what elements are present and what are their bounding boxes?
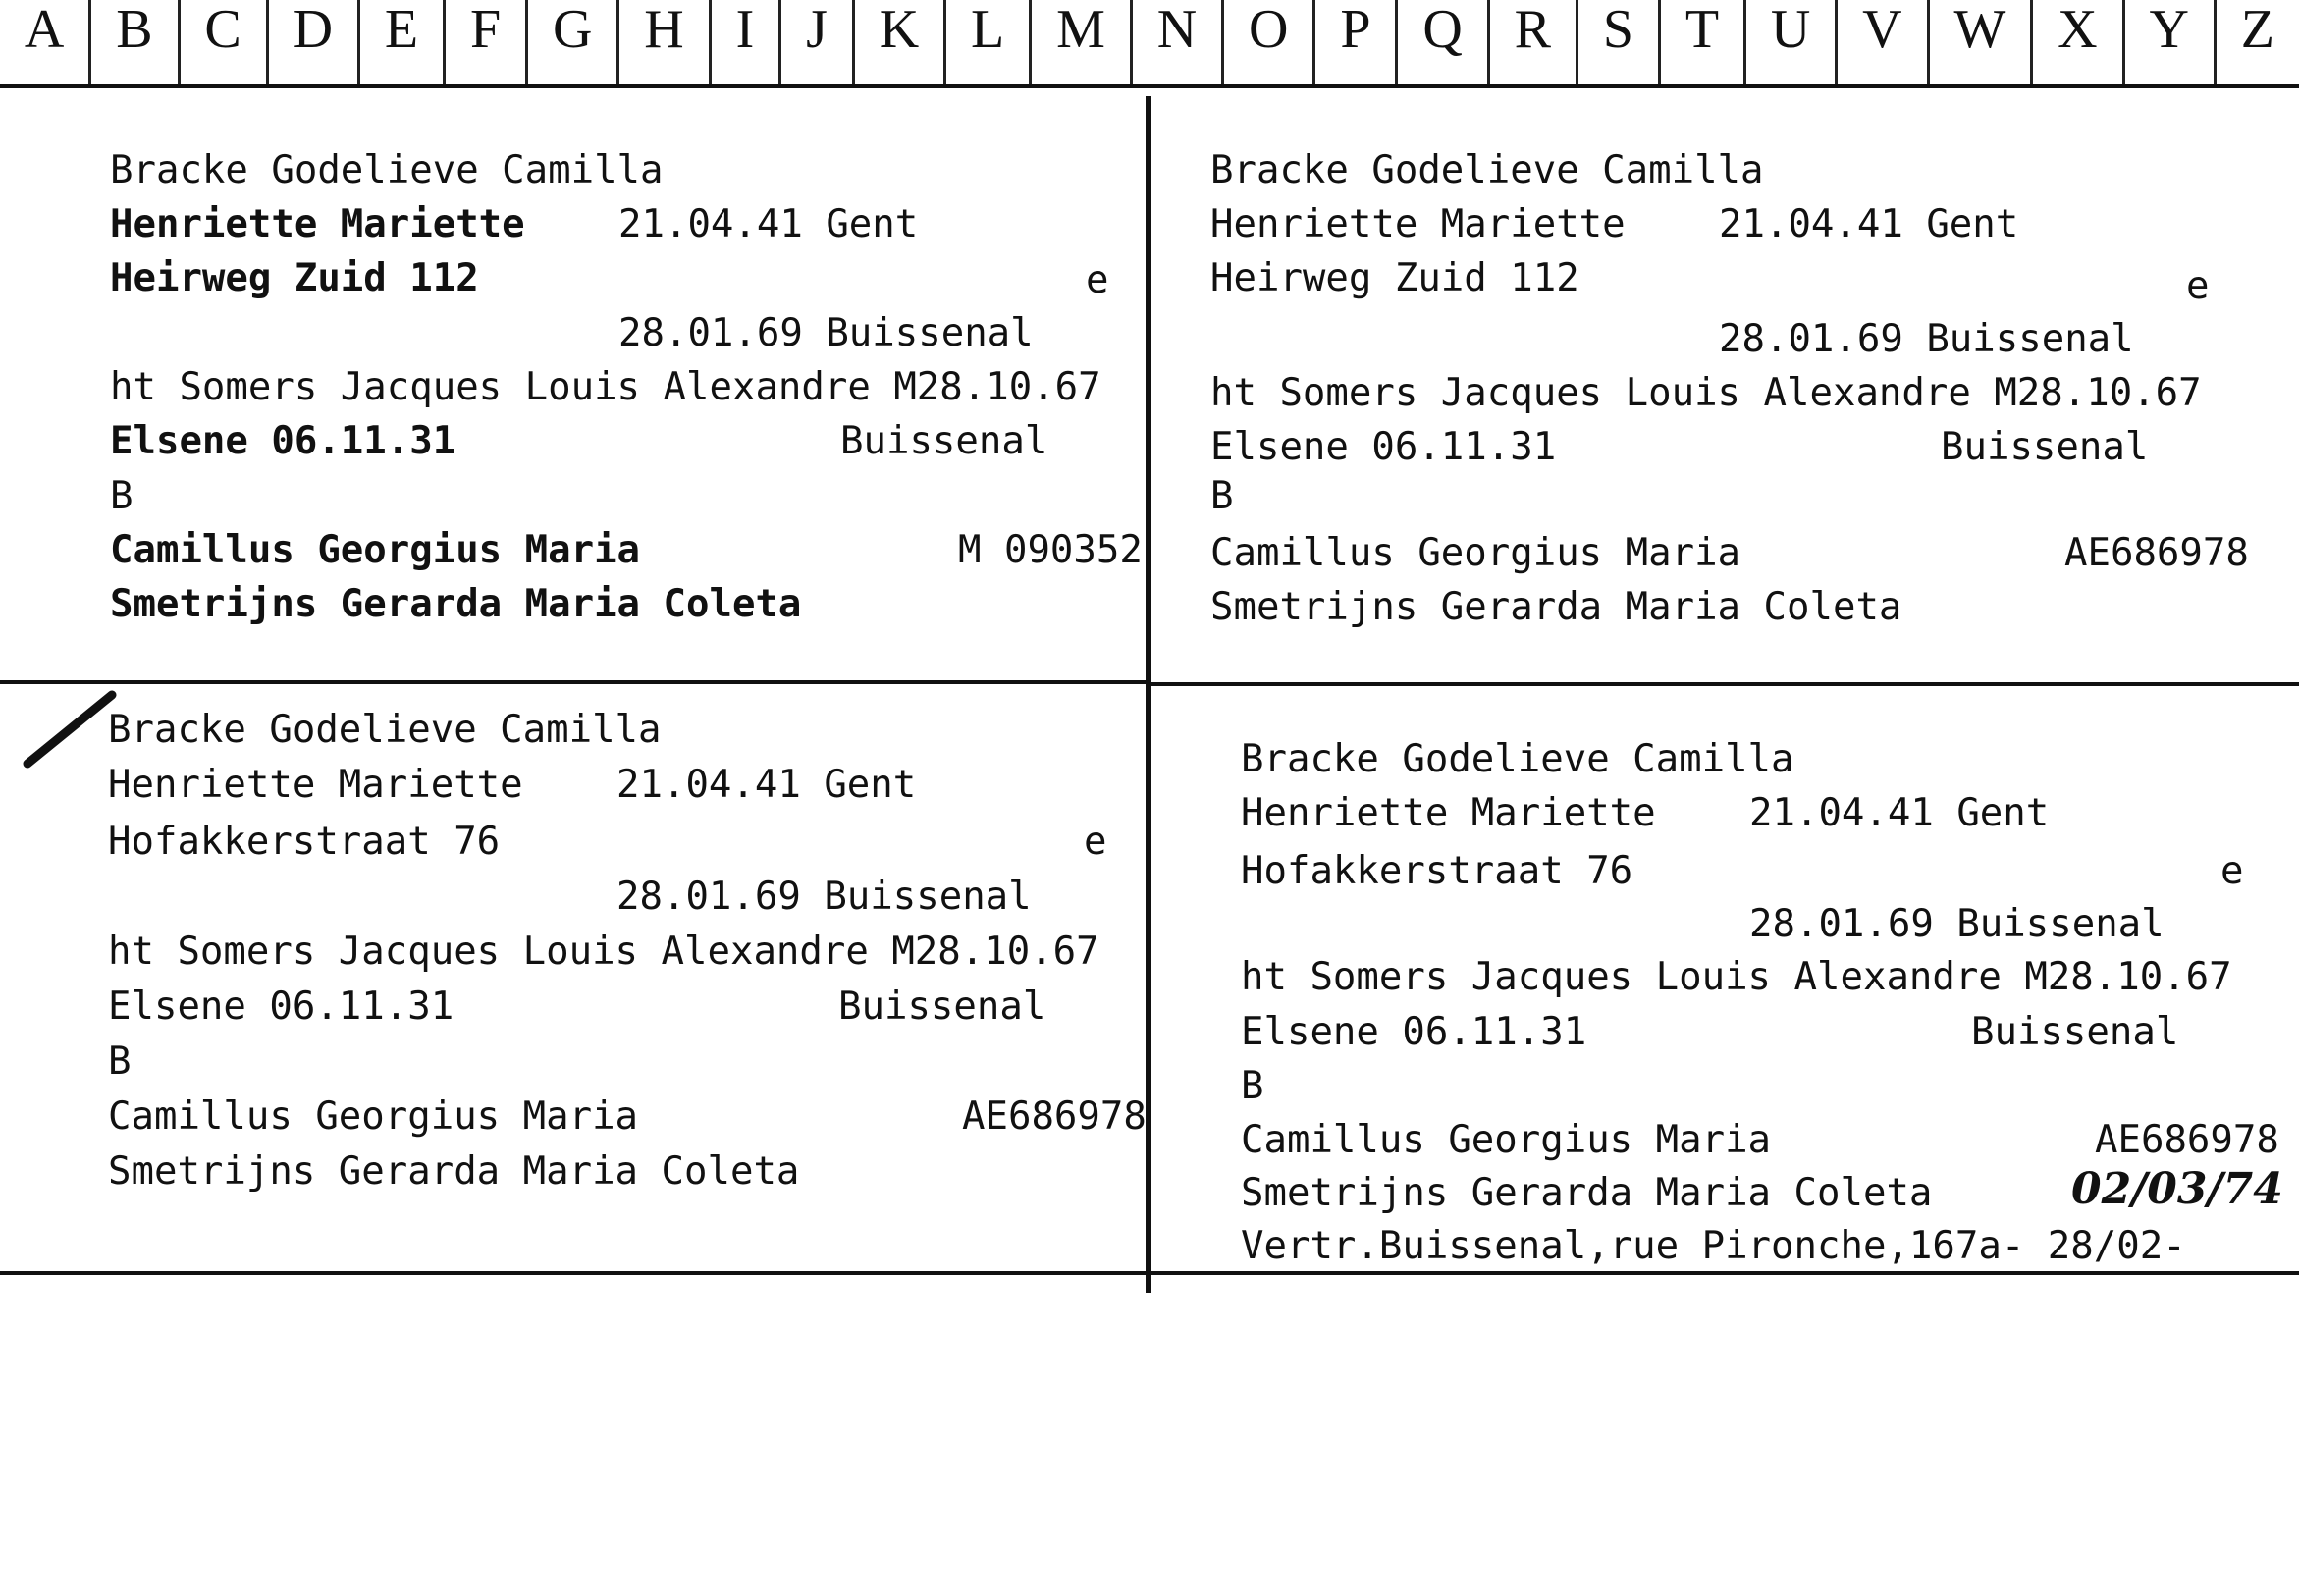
alphabet-letter: I: [709, 0, 779, 84]
given-names: Henriette Mariette: [108, 763, 523, 807]
marriage-date-place: 28.01.69 Buissenal: [616, 875, 1032, 919]
birth-date-place: 21.04.41 Gent: [618, 202, 919, 246]
alphabet-letter: F: [443, 0, 525, 84]
spouse-birth: Elsene 06.11.31: [108, 984, 454, 1029]
document-number: AE686978: [962, 1094, 1147, 1139]
alphabet-letter: N: [1130, 0, 1221, 84]
document-number: AE686978: [2095, 1118, 2279, 1162]
record-card: [110, 143, 1150, 673]
name-line: Bracke Godelieve Camilla: [110, 148, 664, 192]
name-line: Bracke Godelieve Camilla: [1241, 737, 1794, 781]
birth-date-place: 21.04.41 Gent: [1719, 202, 2019, 246]
spouse-line: ht Somers Jacques Louis Alexandre M28.10.67: [110, 365, 1101, 409]
e-mark: e: [1086, 258, 1109, 302]
alphabet-letter: E: [357, 0, 443, 84]
birth-date-place: 21.04.41 Gent: [1749, 791, 2050, 835]
spouse-place: Buissenal: [840, 419, 1048, 463]
marriage-date-place: 28.01.69 Buissenal: [1749, 902, 2165, 946]
name-line: Bracke Godelieve Camilla: [108, 708, 662, 752]
alphabet-letter: U: [1743, 0, 1835, 84]
alphabet-letter: T: [1658, 0, 1743, 84]
alphabet-letter: V: [1835, 0, 1926, 84]
spouse-line: ht Somers Jacques Louis Alexandre M28.10.67: [108, 930, 1099, 974]
alphabet-letter: C: [178, 0, 266, 84]
nationality: B: [110, 474, 134, 518]
marriage-date-place: 28.01.69 Buissenal: [618, 311, 1034, 355]
alphabet-letter: Z: [2214, 0, 2299, 84]
alphabet-letter: O: [1221, 0, 1312, 84]
document-number: AE686978: [2064, 531, 2249, 575]
alphabet-letter: D: [266, 0, 357, 84]
name-line: Bracke Godelieve Camilla: [1210, 148, 1764, 192]
child-name: Camillus Georgius Maria: [1210, 531, 1741, 575]
given-names: Henriette Mariette: [110, 202, 525, 246]
e-mark: e: [1084, 820, 1107, 864]
spouse-line: ht Somers Jacques Louis Alexandre M28.10.67: [1241, 955, 2232, 999]
alphabet-letter: G: [525, 0, 616, 84]
marriage-date-place: 28.01.69 Buissenal: [1719, 317, 2134, 361]
document-number: M 090352: [958, 528, 1143, 572]
spouse-birth: Elsene 06.11.31: [110, 419, 456, 463]
alphabet-letter: H: [616, 0, 708, 84]
record-card: [108, 703, 1149, 1252]
e-mark: e: [2220, 849, 2244, 893]
alphabet-letter: Q: [1395, 0, 1486, 84]
record-card: [1210, 143, 2290, 673]
given-names: Henriette Mariette: [1210, 202, 1626, 246]
given-names: Henriette Mariette: [1241, 791, 1656, 835]
mother-name: Smetrijns Gerarda Maria Coleta: [110, 582, 802, 626]
extra-note: Vertr.Buissenal,rue Pironche,167a- 28/02-: [1241, 1224, 2186, 1268]
alphabet-letter: X: [2030, 0, 2121, 84]
alphabet-letter: S: [1576, 0, 1658, 84]
alphabet-letter: B: [88, 0, 177, 84]
row-divider-right: [1151, 682, 2299, 686]
nationality: B: [1241, 1064, 1264, 1108]
alphabet-letter: K: [852, 0, 943, 84]
row-divider-left: [0, 680, 1149, 684]
child-name: Camillus Georgius Maria: [110, 528, 641, 572]
bottom-line-left: [0, 1271, 1149, 1275]
alphabet-letter: M: [1029, 0, 1130, 84]
handwritten-date: 02/03/74: [2071, 1164, 2283, 1214]
spouse-birth: Elsene 06.11.31: [1210, 425, 1557, 469]
pen-slash-mark: [22, 687, 120, 775]
spouse-line: ht Somers Jacques Louis Alexandre M28.10.67: [1210, 371, 2202, 415]
e-mark: e: [2186, 264, 2210, 308]
birth-date-place: 21.04.41 Gent: [616, 763, 917, 807]
spouse-place: Buissenal: [1971, 1010, 2179, 1054]
mother-name: Smetrijns Gerarda Maria Coleta: [108, 1149, 800, 1194]
address: Heirweg Zuid 112: [110, 256, 479, 300]
alphabet-letter: W: [1927, 0, 2031, 84]
spouse-place: Buissenal: [1941, 425, 2149, 469]
alphabet-letter: L: [943, 0, 1029, 84]
alphabet-letter: P: [1312, 0, 1395, 84]
alphabet-letter: R: [1487, 0, 1576, 84]
record-card: [1241, 732, 2291, 1282]
address: Hofakkerstraat 76: [1241, 849, 1633, 893]
child-name: Camillus Georgius Maria: [108, 1094, 639, 1139]
spouse-birth: Elsene 06.11.31: [1241, 1010, 1587, 1054]
child-name: Camillus Georgius Maria: [1241, 1118, 1772, 1162]
alphabet-index-bar: [0, 0, 2299, 88]
alphabet-letter: Y: [2122, 0, 2214, 84]
address: Hofakkerstraat 76: [108, 820, 501, 864]
spouse-place: Buissenal: [838, 984, 1046, 1029]
alphabet-letter: A: [24, 0, 65, 60]
address: Heirweg Zuid 112: [1210, 256, 1579, 300]
mother-name: Smetrijns Gerarda Maria Coleta: [1241, 1171, 1933, 1215]
nationality: B: [108, 1039, 132, 1084]
mother-name: Smetrijns Gerarda Maria Coleta: [1210, 585, 1902, 629]
nationality: B: [1210, 474, 1234, 518]
alphabet-letter: J: [778, 0, 852, 84]
